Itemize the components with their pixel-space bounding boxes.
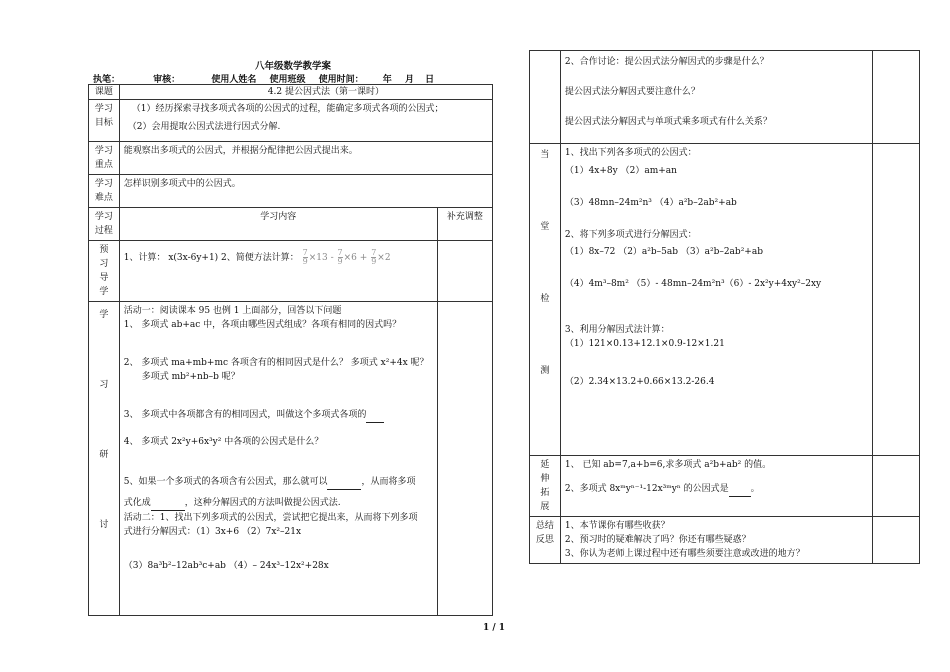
header-day: 日 xyxy=(425,75,435,85)
question-5b: 式化成 ，这种分解因式的方法叫做提公因式法. xyxy=(124,496,433,511)
discussion-1: 2、合作讨论：提公因式法分解因式的步骤是什么？ xyxy=(564,57,769,67)
check-2b: （4）4m³–8m² （5）- 48mn–24m²n³（6）- 2x²y+4xy²–2xy xyxy=(564,279,822,289)
summary-3: 3、你认为老师上课过程中还有哪些须要注意或改进的地方？ xyxy=(564,549,805,559)
activity-2c: （3）8a³b²–12ab³c+ab （4）– 24x³–12x²+28x xyxy=(123,561,329,571)
topic-label: 课题 xyxy=(89,85,120,100)
page-number: 1 / 1 xyxy=(482,623,506,633)
right-lesson-table xyxy=(529,50,920,564)
check-1a: （1）4x+8y （2）am+an xyxy=(564,166,677,176)
goal-1: （1）经历探索寻找多项式各项的公因式的过程，能确定多项式各项的公因式； xyxy=(131,104,444,114)
topic-value: 4.2 提公因式法（第一课时） xyxy=(119,85,492,100)
header-user: 使用人姓名 xyxy=(211,75,257,85)
check-content xyxy=(560,144,873,456)
check-3a: （1）121×0.13+12.1×0.9-12×1.21 xyxy=(564,339,725,349)
question-4: 4、 多项式 2x²y+6x³y² 中各项的公因式是什么？ xyxy=(123,437,324,447)
difficulty-label: 学习 难点 xyxy=(89,175,120,208)
extension-label: 延 伸 拓 展 xyxy=(530,456,561,517)
header-author: 执笔： xyxy=(93,75,121,85)
goals-cell xyxy=(119,100,492,142)
question-2b: 多项式 mb²+nb–b 呢？ xyxy=(141,372,240,382)
preview-question: 1、计算： x(3x-6y+1) 2、简便方法计算： $\frac{7}{9}$ ×13 - $\frac{7}{9}$ ×6 + $\frac{7}{9}$ ×2 xyxy=(123,248,391,266)
extension-1: 1、 已知 ab=7,a+b=6,求多项式 a²b+ab² 的值。 xyxy=(564,460,772,470)
discussion-2: 提公因式法分解因式要注意什么？ xyxy=(564,87,700,97)
difficulty-point: 怎样识别多项式中的公因式。 xyxy=(119,175,492,208)
activity-2b: 式进行分解因式：（1）3x+6 （2）7x²–21x xyxy=(123,527,302,537)
content-header: 学习内容 xyxy=(119,208,437,241)
study-content xyxy=(119,302,437,616)
study-label: 学 习 研 讨 xyxy=(89,302,120,616)
summary-2: 2、预习时的疑难解决了吗？你还有哪些疑惑？ xyxy=(564,535,751,545)
check-label: 当 堂 检 测 xyxy=(530,144,561,456)
process-label: 学习 过程 xyxy=(89,208,120,241)
summary-label: 总结 反思 xyxy=(530,517,561,564)
discussion-3: 提公因式法分解因式与单项式乘多项式有什么关系？ xyxy=(564,117,772,127)
preview-label: 预 习 导 学 xyxy=(89,241,120,302)
header-class: 使用班级 xyxy=(269,75,306,85)
check-2a: （1）8x–72 （2）a²b–5ab （3）a²b–2ab²+ab xyxy=(564,247,763,257)
check-2: 2、将下列多项式进行分解因式： xyxy=(564,230,697,240)
check-1b: （3）48mn–24m²n³ （4）a²b–2ab²+ab xyxy=(564,198,737,208)
discussion-content xyxy=(560,51,873,144)
preview-expression: $\frac{7}{9}$ ×13 - $\frac{7}{9}$ ×6 + $\frac{7}{9}$ ×2 xyxy=(302,248,391,266)
left-lesson-table xyxy=(88,84,493,616)
question-2: 2、 多项式 ma+mb+mc 各项含有的相同因式是什么？ 多项式 x²+4x 呢？ xyxy=(123,358,429,368)
goal-2: （2）会用提取公因式法进行因式分解. xyxy=(127,122,281,132)
header-time: 使用时间： xyxy=(318,75,364,85)
preview-content xyxy=(119,241,437,302)
header-review: 审核： xyxy=(153,75,181,85)
activity-2: 活动二：1、找出下列多项式的公因式，尝试把它提出来，从而将下列多项 xyxy=(123,513,418,523)
check-3: 3、利用分解因式法计算： xyxy=(564,325,670,335)
question-1: 1、 多项式 ab+ac 中，各项由哪些因式组成？各项有相同的因式吗？ xyxy=(123,320,402,330)
key-label: 学习 重点 xyxy=(89,142,120,175)
adjust-header: 补充调整 xyxy=(437,208,492,241)
activity-1: 活动一：阅读课本 95 也例 1 上面部分，回答以下问题 xyxy=(123,306,342,316)
question-3: 3、 多项式中各项都含有的相同因式，叫做这个多项式各项的 xyxy=(124,408,433,423)
check-1: 1、找出下列各多项式的公因式： xyxy=(564,148,697,158)
goal-label: 学习 目标 xyxy=(89,100,120,142)
key-point: 能观察出多项式的公因式，并根据分配律把公因式提出来。 xyxy=(119,142,492,175)
document-title: 八年级数学教学案 xyxy=(254,61,331,72)
header-year: 年 xyxy=(382,75,392,85)
extension-content xyxy=(560,456,873,517)
summary-content xyxy=(560,517,873,564)
extension-2: 2、多项式 8xᵐyⁿ⁻¹-12x³ᵐyⁿ 的公因式是 。 xyxy=(565,482,869,497)
question-5: 5、如果一个多项式的各项含有公因式，那么就可以 ，从而将多项 xyxy=(124,475,433,490)
summary-1: 1、本节课你有哪些收获？ xyxy=(564,521,670,531)
check-3b: （2）2.34×13.2+0.66×13.2-26.4 xyxy=(564,377,715,387)
header-month: 月 xyxy=(404,75,414,85)
